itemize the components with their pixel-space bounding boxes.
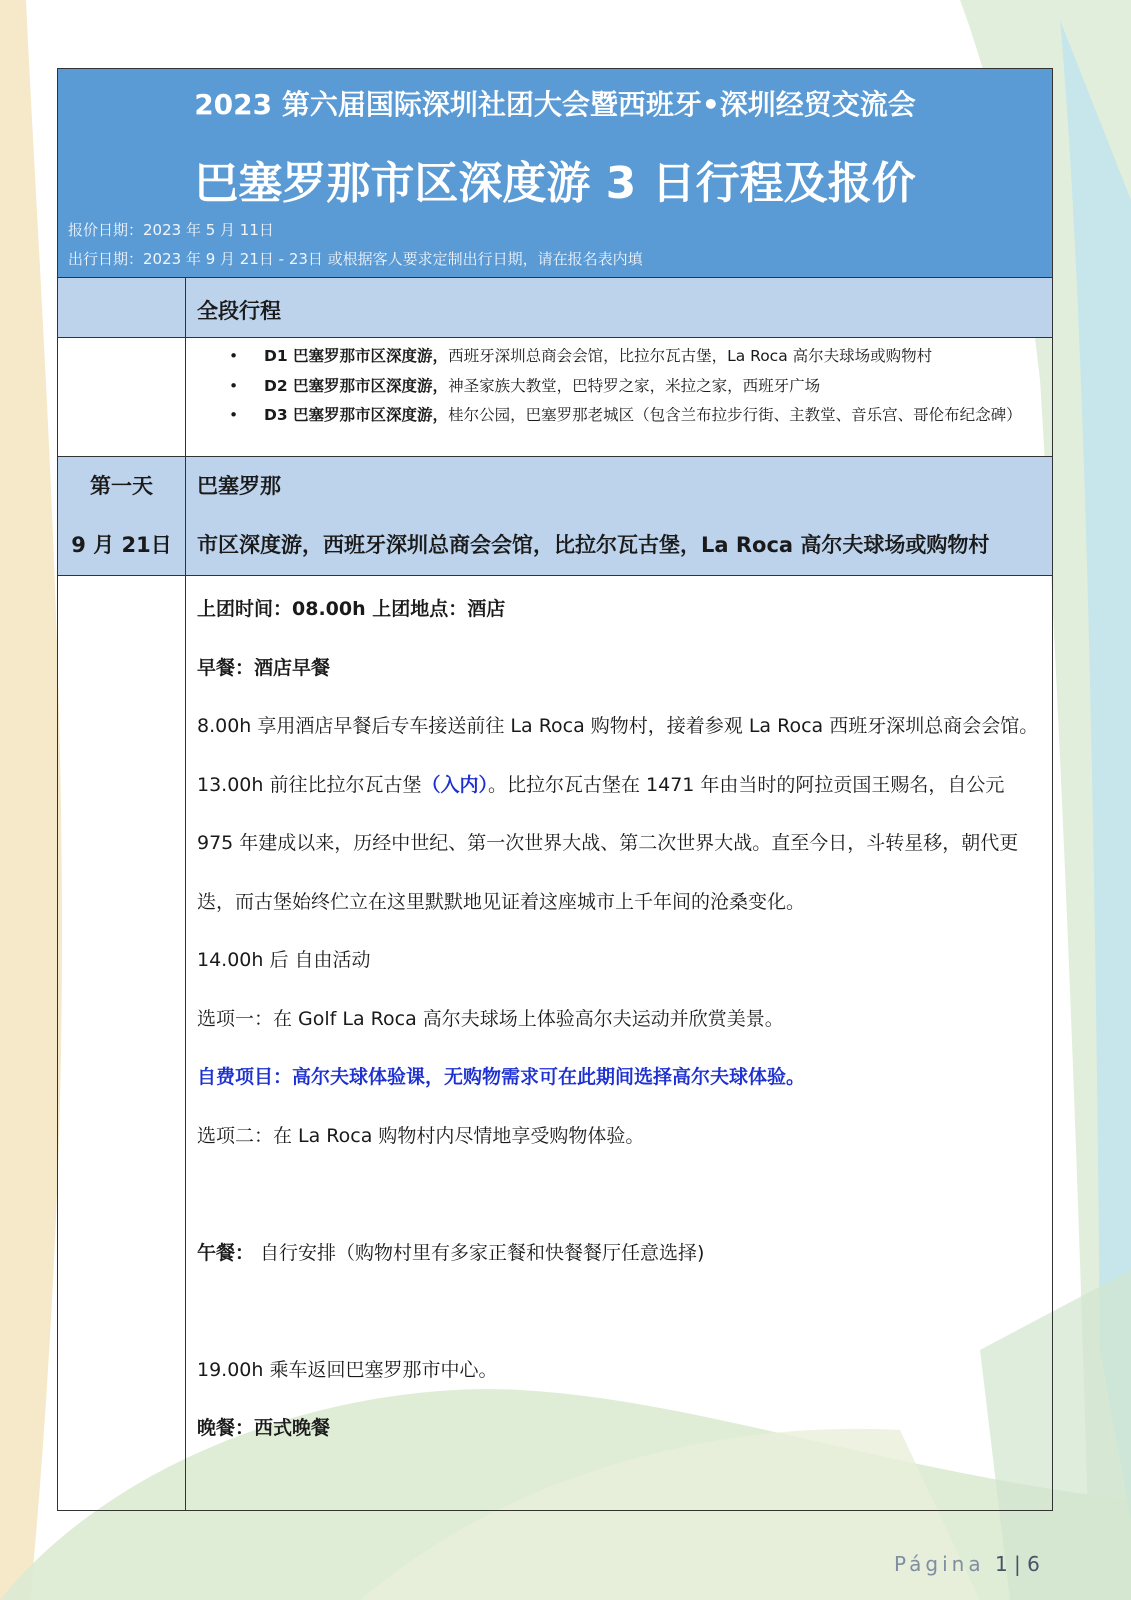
breakfast-info: 早餐：酒店早餐 (197, 656, 331, 679)
list-item: • D2 巴塞罗那市区深度游，神圣家族大教堂，巴特罗之家，米拉之家，西班牙广场 (186, 372, 1052, 402)
overview-title: 全段行程 (197, 299, 281, 323)
day-summary: 市区深度游，西班牙深圳总商会会馆，比拉尔瓦古堡，La Roca 高尔夫球场或购物村 (197, 533, 990, 557)
overview-list (186, 338, 1052, 431)
event-title: 2023 第六届国际深圳社团大会暨西班牙•深圳经贸交流会 (194, 88, 916, 121)
meeting-info: 上团时间：08.00h 上团地点：酒店 (197, 598, 506, 620)
travel-date: 出行日期：2023 年 9 月 21日 - 23日 或根据客人要求定制出行日期，请在报名表内填 (68, 250, 643, 268)
header-banner (58, 69, 1052, 278)
lunch-info: 午餐： 自行安排（购物村里有多家正餐和快餐餐厅任意选择) (197, 1241, 705, 1264)
itinerary-table (57, 68, 1053, 1511)
entry-note: （入内） (421, 773, 488, 796)
schedule-1300: 13.00h 前往比拉尔瓦古堡（入内）。比拉尔瓦古堡在 1471 年由当时的阿拉贡国王赐名，自公元 975 年建成以来，历经中世纪、第一次世界大战、第二次世界大战。直至今日，斗转星移，朝代更迭，而古堡始终伫立在这里默默地见证着这座城市上千年间的沧桑变化。 (197, 773, 1019, 913)
option-two: 选项二：在 La Roca 购物村内尽情地享受购物体验。 (197, 1124, 645, 1147)
day1-detail-row (58, 576, 1052, 1510)
day1-header-row (58, 457, 1052, 576)
day-date: 9 月 21日 (71, 533, 172, 557)
schedule-1400: 14.00h 后 自由活动 (197, 949, 371, 971)
schedule-1900: 19.00h 乘车返回巴塞罗那市中心。 (197, 1358, 498, 1381)
page-number: Página 1 | 6 (894, 1552, 1040, 1576)
day-city: 巴塞罗那 (197, 474, 281, 498)
dinner-info: 晚餐：西式晚餐 (197, 1417, 331, 1439)
day-label: 第一天 (90, 474, 153, 498)
overview-title-left-cell (58, 278, 186, 337)
tour-title: 巴塞罗那市区深度游 3 日行程及报价 (194, 158, 916, 209)
day1-detail-left-cell (58, 576, 186, 1510)
quote-date: 报价日期：2023 年 5 月 11日 (68, 221, 274, 239)
list-item: • D1 巴塞罗那市区深度游，西班牙深圳总商会会馆，比拉尔瓦古堡，La Roca 高尔夫球场或购物村 (186, 342, 1052, 372)
overview-list-row (58, 338, 1052, 457)
schedule-0800: 8.00h 享用酒店早餐后专车接送前往 La Roca 购物村，接着参观 La Roca 西班牙深圳总商会会馆。 (197, 715, 1039, 737)
overview-list-left-cell (58, 338, 186, 456)
option-one: 选项一：在 Golf La Roca 高尔夫球场上体验高尔夫运动并欣赏美景。 (197, 1007, 784, 1030)
overview-title-row (58, 278, 1052, 338)
list-item: • D3 巴塞罗那市区深度游，桂尔公园，巴塞罗那老城区（包含兰布拉步行街、主教堂、音乐宫、哥伦布纪念碑） (186, 401, 1052, 431)
optional-activity: 自费项目：高尔夫球体验课，无购物需求可在此期间选择高尔夫球体验。 (197, 1066, 806, 1088)
